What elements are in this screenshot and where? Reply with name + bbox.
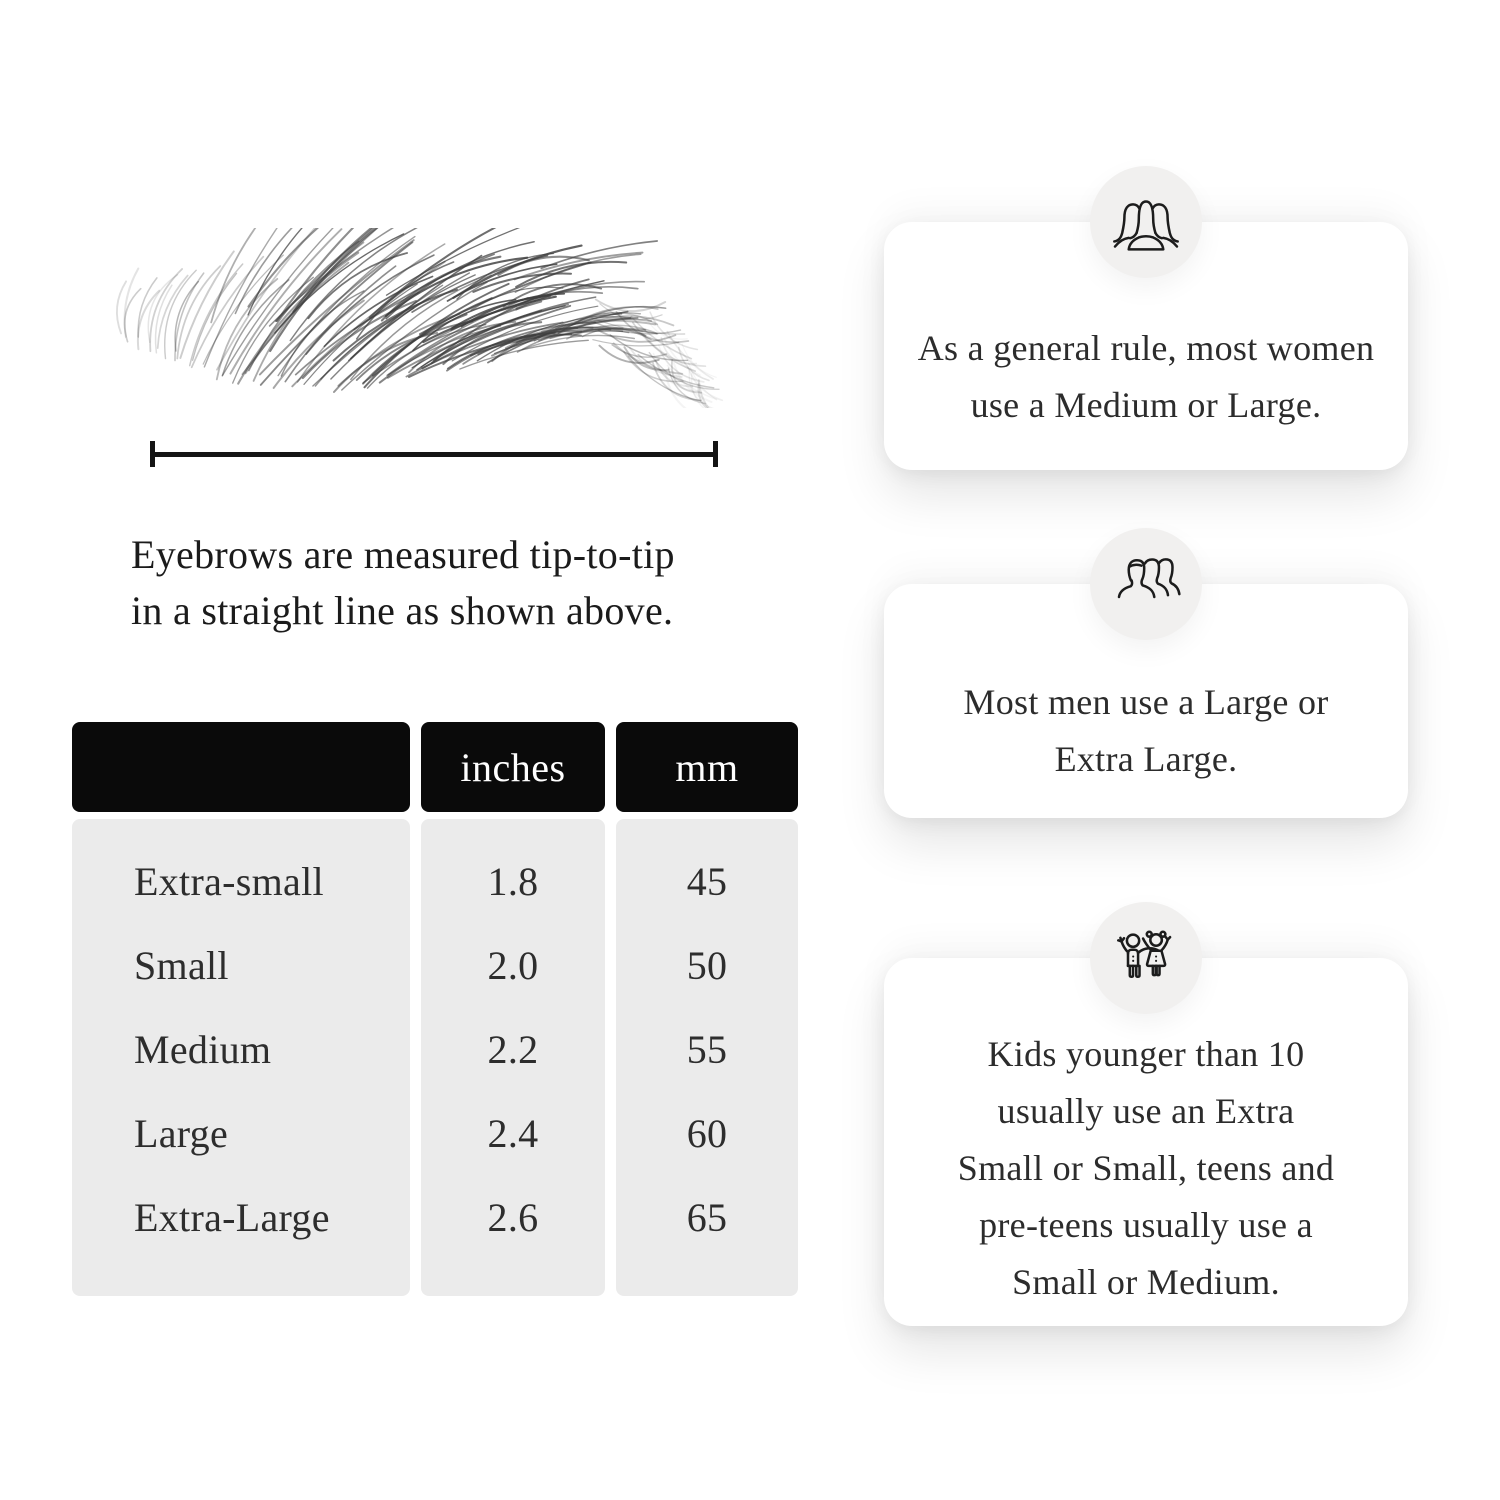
table-row-label: Extra-Large — [134, 1194, 330, 1240]
table-cell-mm: 55 — [686, 1026, 728, 1072]
caption-line-1: Eyebrows are measured tip-to-tip — [131, 532, 675, 577]
table-cell-mm: 45 — [686, 858, 728, 904]
eyebrow-illustration — [103, 228, 737, 408]
table-cell-mm: 65 — [686, 1194, 728, 1240]
table-row-label: Extra-small — [134, 858, 324, 904]
table-row-label: Large — [134, 1110, 229, 1156]
card-text-men — [963, 674, 1328, 788]
table-cell-inches: 2.6 — [487, 1194, 539, 1240]
card-kids-line-3: Small or Small, teens and — [957, 1147, 1335, 1188]
eyebrow-sketch-svg — [103, 228, 737, 408]
table-cell-mm: 50 — [686, 942, 728, 988]
table-column-sizes — [72, 819, 410, 1296]
table-row-label: Small — [134, 942, 229, 988]
size-table — [72, 722, 798, 1296]
info-card-kids — [884, 958, 1408, 1326]
table-column-mm — [616, 819, 798, 1296]
info-card-women — [884, 222, 1408, 470]
table-header-mm: mm — [616, 722, 798, 812]
info-card-men — [884, 584, 1408, 818]
measurement-line-right-tick — [713, 441, 718, 467]
card-kids-line-5: Small or Medium. — [1012, 1261, 1280, 1302]
caption-line-2: in a straight line as shown above. — [131, 588, 674, 633]
women-group-icon — [1110, 186, 1182, 258]
card-women-line-1: As a general rule, most women — [917, 328, 1375, 368]
kids-icon — [1110, 922, 1182, 994]
kids-icon-badge — [1090, 902, 1202, 1014]
figure-caption — [131, 527, 675, 639]
table-cell-inches: 1.8 — [487, 858, 539, 904]
women-group-icon-badge — [1090, 166, 1202, 278]
measurement-line — [150, 441, 718, 467]
men-group-icon-badge — [1090, 528, 1202, 640]
card-kids-line-4: pre-teens usually use a — [979, 1204, 1313, 1245]
table-cell-inches: 2.2 — [487, 1026, 539, 1072]
card-kids-line-2: usually use an Extra — [997, 1090, 1295, 1131]
table-column-inches — [421, 819, 605, 1296]
card-men-line-1: Most men use a Large or — [963, 682, 1329, 722]
card-text-women — [918, 320, 1375, 434]
card-text-kids — [958, 1026, 1334, 1311]
card-men-line-2: Extra Large. — [1054, 739, 1238, 779]
card-women-line-2: use a Medium or Large. — [970, 385, 1322, 425]
table-cell-inches: 2.4 — [487, 1110, 539, 1156]
table-cell-mm: 60 — [686, 1110, 728, 1156]
table-cell-inches: 2.0 — [487, 942, 539, 988]
table-header-inches: inches — [421, 722, 605, 812]
card-kids-line-1: Kids younger than 10 — [987, 1033, 1305, 1074]
table-row-label: Medium — [134, 1026, 272, 1072]
table-header-size — [72, 722, 410, 812]
men-group-icon — [1110, 548, 1182, 620]
measurement-line-bar — [150, 452, 718, 457]
